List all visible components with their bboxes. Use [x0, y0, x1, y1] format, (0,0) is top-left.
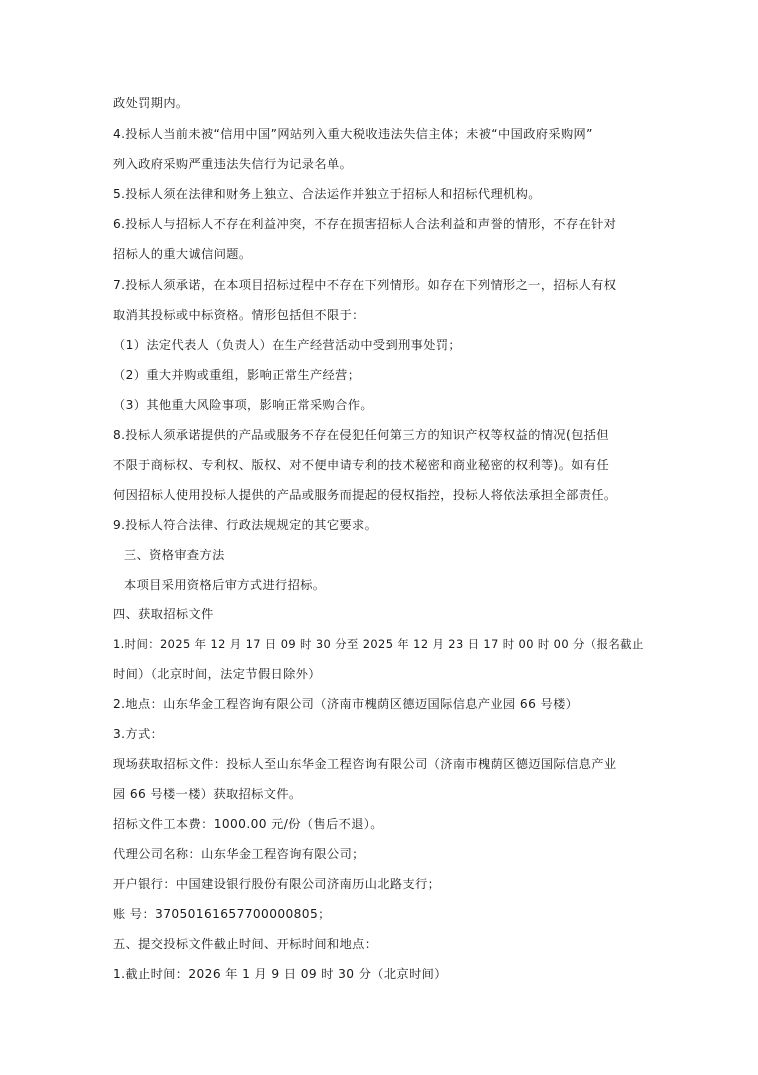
paragraph-line: 本项目采用资格后审方式进行招标。: [124, 578, 326, 592]
paragraph-line: 1.截止时间：2026 年 1 月 9 日 09 时 30 分（北京时间）: [113, 967, 447, 981]
paragraph-line: 6.投标人与招标人不存在利益冲突，不存在损害招标人合法利益和声誉的情形，不存在针对: [113, 217, 617, 231]
paragraph-line: 8.投标人须承诺提供的产品或服务不存在侵犯任何第三方的知识产权等权益的情况(包括但: [113, 428, 609, 442]
paragraph-line: 开户银行：中国建设银行股份有限公司济南历山北路支行；: [113, 877, 441, 891]
paragraph-line: 2.地点：山东华金工程咨询有限公司（济南市槐荫区德迈国际信息产业园 66 号楼）: [113, 697, 579, 711]
paragraph-line: 代理公司名称：山东华金工程咨询有限公司；: [113, 847, 365, 861]
paragraph-line: 何因招标人使用投标人提供的产品或服务而提起的侵权指控，投标人将依法承担全部责任。: [113, 488, 617, 502]
section-heading: 四、获取招标文件: [113, 607, 214, 621]
paragraph-line: 现场获取招标文件：投标人至山东华金工程咨询有限公司（济南市槐荫区德迈国际信息产业: [113, 757, 617, 771]
paragraph-line: 政处罚期内。: [113, 96, 189, 110]
paragraph-line: 1.时间：2025 年 12 月 17 日 09 时 30 分至 2025 年 12 月 23 日 17 时 00 时 00 分（报名截止: [113, 637, 644, 651]
paragraph-line: 园 66 号楼一楼）获取招标文件。: [113, 787, 302, 801]
paragraph-line: 时间）（北京时间，法定节假日除外）: [113, 667, 321, 681]
paragraph-line: 7.投标人须承诺，在本项目招标过程中不存在下列情形。如存在下列情形之一，招标人有权: [113, 278, 617, 292]
paragraph-line: 招标人的重大诚信问题。: [113, 247, 252, 261]
paragraph-line: 不限于商标权、专利权、版权、对不便申请专利的技术秘密和商业秘密的权利等)。如有任: [113, 458, 610, 472]
paragraph-line: 账 号：37050161657700000805；: [113, 907, 331, 921]
paragraph-line: （1）法定代表人（负责人）在生产经营活动中受到刑事处罚；: [113, 338, 462, 352]
paragraph-line: （2）重大并购或重组，影响正常生产经营；: [113, 368, 361, 382]
paragraph-line: 取消其投标或中标资格。情形包括但不限于：: [113, 308, 365, 322]
paragraph-line: 9.投标人符合法律、行政法规规定的其它要求。: [113, 518, 378, 532]
section-heading: 三、资格审查方法: [124, 548, 225, 562]
paragraph-line: 列入政府采购严重违法失信行为记录名单。: [113, 157, 353, 171]
paragraph-line: （3）其他重大风险事项，影响正常采购合作。: [113, 398, 373, 412]
paragraph-line: 5.投标人须在法律和财务上独立、合法运作并独立于招标人和招标代理机构。: [113, 187, 541, 201]
paragraph-line: 4.投标人当前未被“信用中国”网站列入重大税收违法失信主体；未被“中国政府采购网”: [113, 127, 593, 141]
paragraph-line: 3.方式：: [113, 727, 164, 741]
paragraph-line: 招标文件工本费：1000.00 元/份（售后不退）。: [113, 817, 383, 831]
section-heading: 五、提交投标文件截止时间、开标时间和地点：: [113, 937, 378, 951]
